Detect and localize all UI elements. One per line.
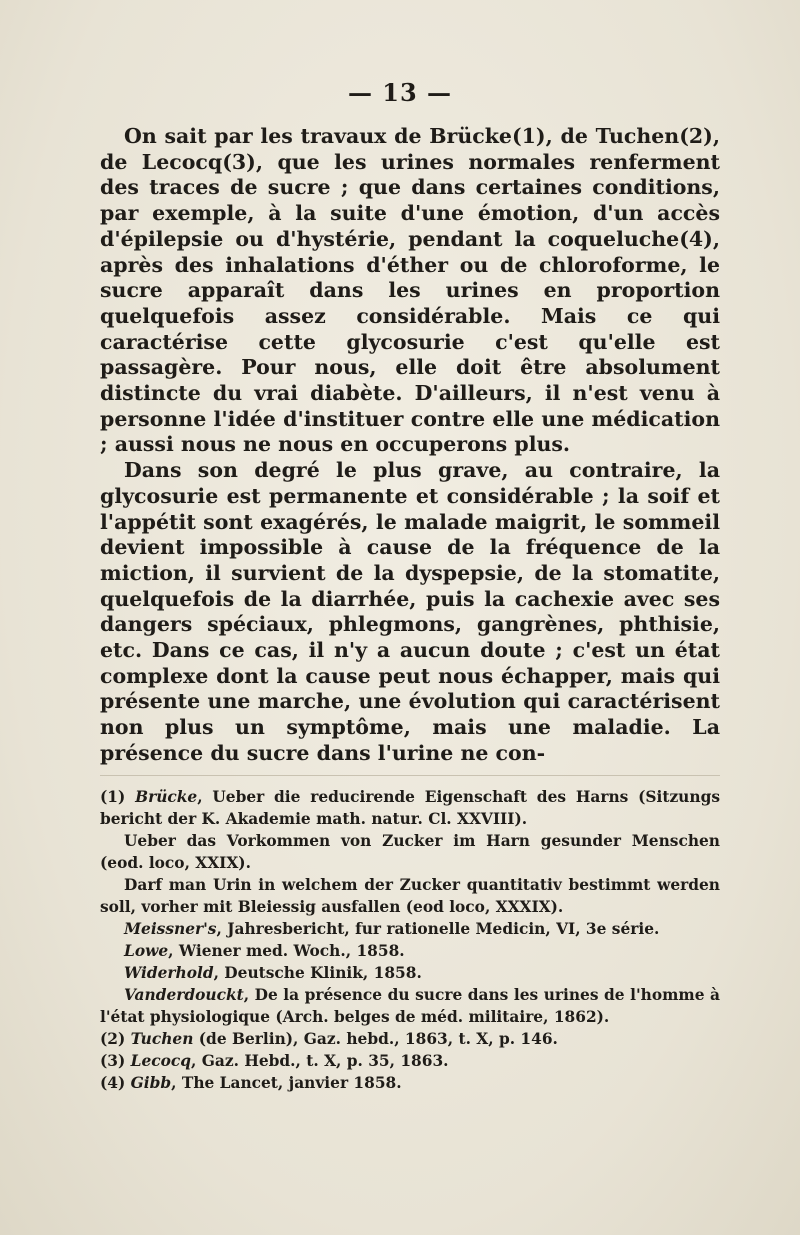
page-number: — 13 —: [347, 78, 453, 107]
footnote-author: Lecocq: [130, 1052, 192, 1070]
footnote-author: Meissner's: [124, 920, 217, 938]
paragraph-1: On sait par les travaux de Brücke(1), de Tuchen(2), de Lecocq(3), que les urines normales renferment des traces de sucre ; que dans certaines conditions, par exemple, à la suite d'une émotion, d'un accès d'épilepsie ou d'hystérie, pendant la coqueluche(4), après des inhalations d'éther ou de chloroforme, le sucre apparaît dans les urines en proportion quelquefois assez considérable. Mais ce qui caractérise cette glycosurie c'est qu'elle est passagère. Pour nous, elle doit être absolument distincte du vrai diabète. D'ailleurs, il n'est venu à personne l'idée d'instituer contre elle une médication ; aussi nous ne nous en occuperons plus.: [100, 124, 720, 457]
footnote-1-ref-3: Darf man Urin in welchem der Zucker quantitativ bestimmt werden soll, vorher mit Bleiessig ausfallen (eod loco, XXXIX).: [100, 876, 720, 916]
footnote-1-ref-6: Widerhold, Deutsche Klinik, 1858.: [124, 964, 422, 982]
footnote-divider: [100, 775, 720, 776]
footnote-author: Widerhold: [124, 964, 214, 982]
footnote-author: Lowe: [124, 942, 169, 960]
footnote-3: (3) Lecocq, Gaz. Hebd., t. X, p. 35, 1863.: [100, 1052, 449, 1070]
footnote-author: Vanderdouckt: [124, 986, 244, 1004]
footnote-1-ref-7: Vanderdouckt, De la présence du sucre dans les urines de l'homme à l'état physiologique (Arch. belges de méd. militaire, 1862).: [100, 986, 720, 1026]
footnote-1: (1) Brücke, Ueber die reducirende Eigenschaft des Harns (Sitzungs bericht der K. Akademie math. natur. Cl. XXVIII).: [100, 788, 720, 828]
footnote-1-ref-2: Ueber das Vorkommen von Zucker im Harn gesunder Menschen (eod. loco, XXIX).: [100, 832, 720, 872]
footnote-1-ref-5: Lowe, Wiener med. Woch., 1858.: [124, 942, 405, 960]
footnotes: [100, 786, 720, 1094]
footnote-author: Gibb: [130, 1074, 172, 1092]
body-text: [100, 124, 720, 767]
footnote-4: (4) Gibb, The Lancet, janvier 1858.: [100, 1074, 402, 1092]
footnote-author: Brücke: [135, 788, 198, 806]
paragraph-2: Dans son degré le plus grave, au contraire, la glycosurie est permanente et considérable ; la soif et l'appétit sont exagérés, le malade maigrit, le sommeil devient impossible à cause de la fréquence de la miction, il survient de la dyspepsie, de la stomatite, quelquefois de la diarrhée, puis la cachexie avec ses dangers spéciaux, phlegmons, gangrènes, phthisie, etc. Dans ce cas, il n'y a aucun doute ; c'est un état complexe dont la cause peut nous échapper, mais qui présente une marche, une évolution qui caractérisent non plus un symptôme, mais une maladie. La présence du sucre dans l'urine ne con-: [100, 458, 720, 765]
footnote-author: Tuchen: [130, 1030, 194, 1048]
footnote-2: (2) Tuchen (de Berlin), Gaz. hebd., 1863, t. X, p. 146.: [100, 1030, 558, 1048]
footnote-1-ref-4: Meissner's, Jahresbericht, fur rationelle Medicin, VI, 3e série.: [124, 920, 660, 938]
